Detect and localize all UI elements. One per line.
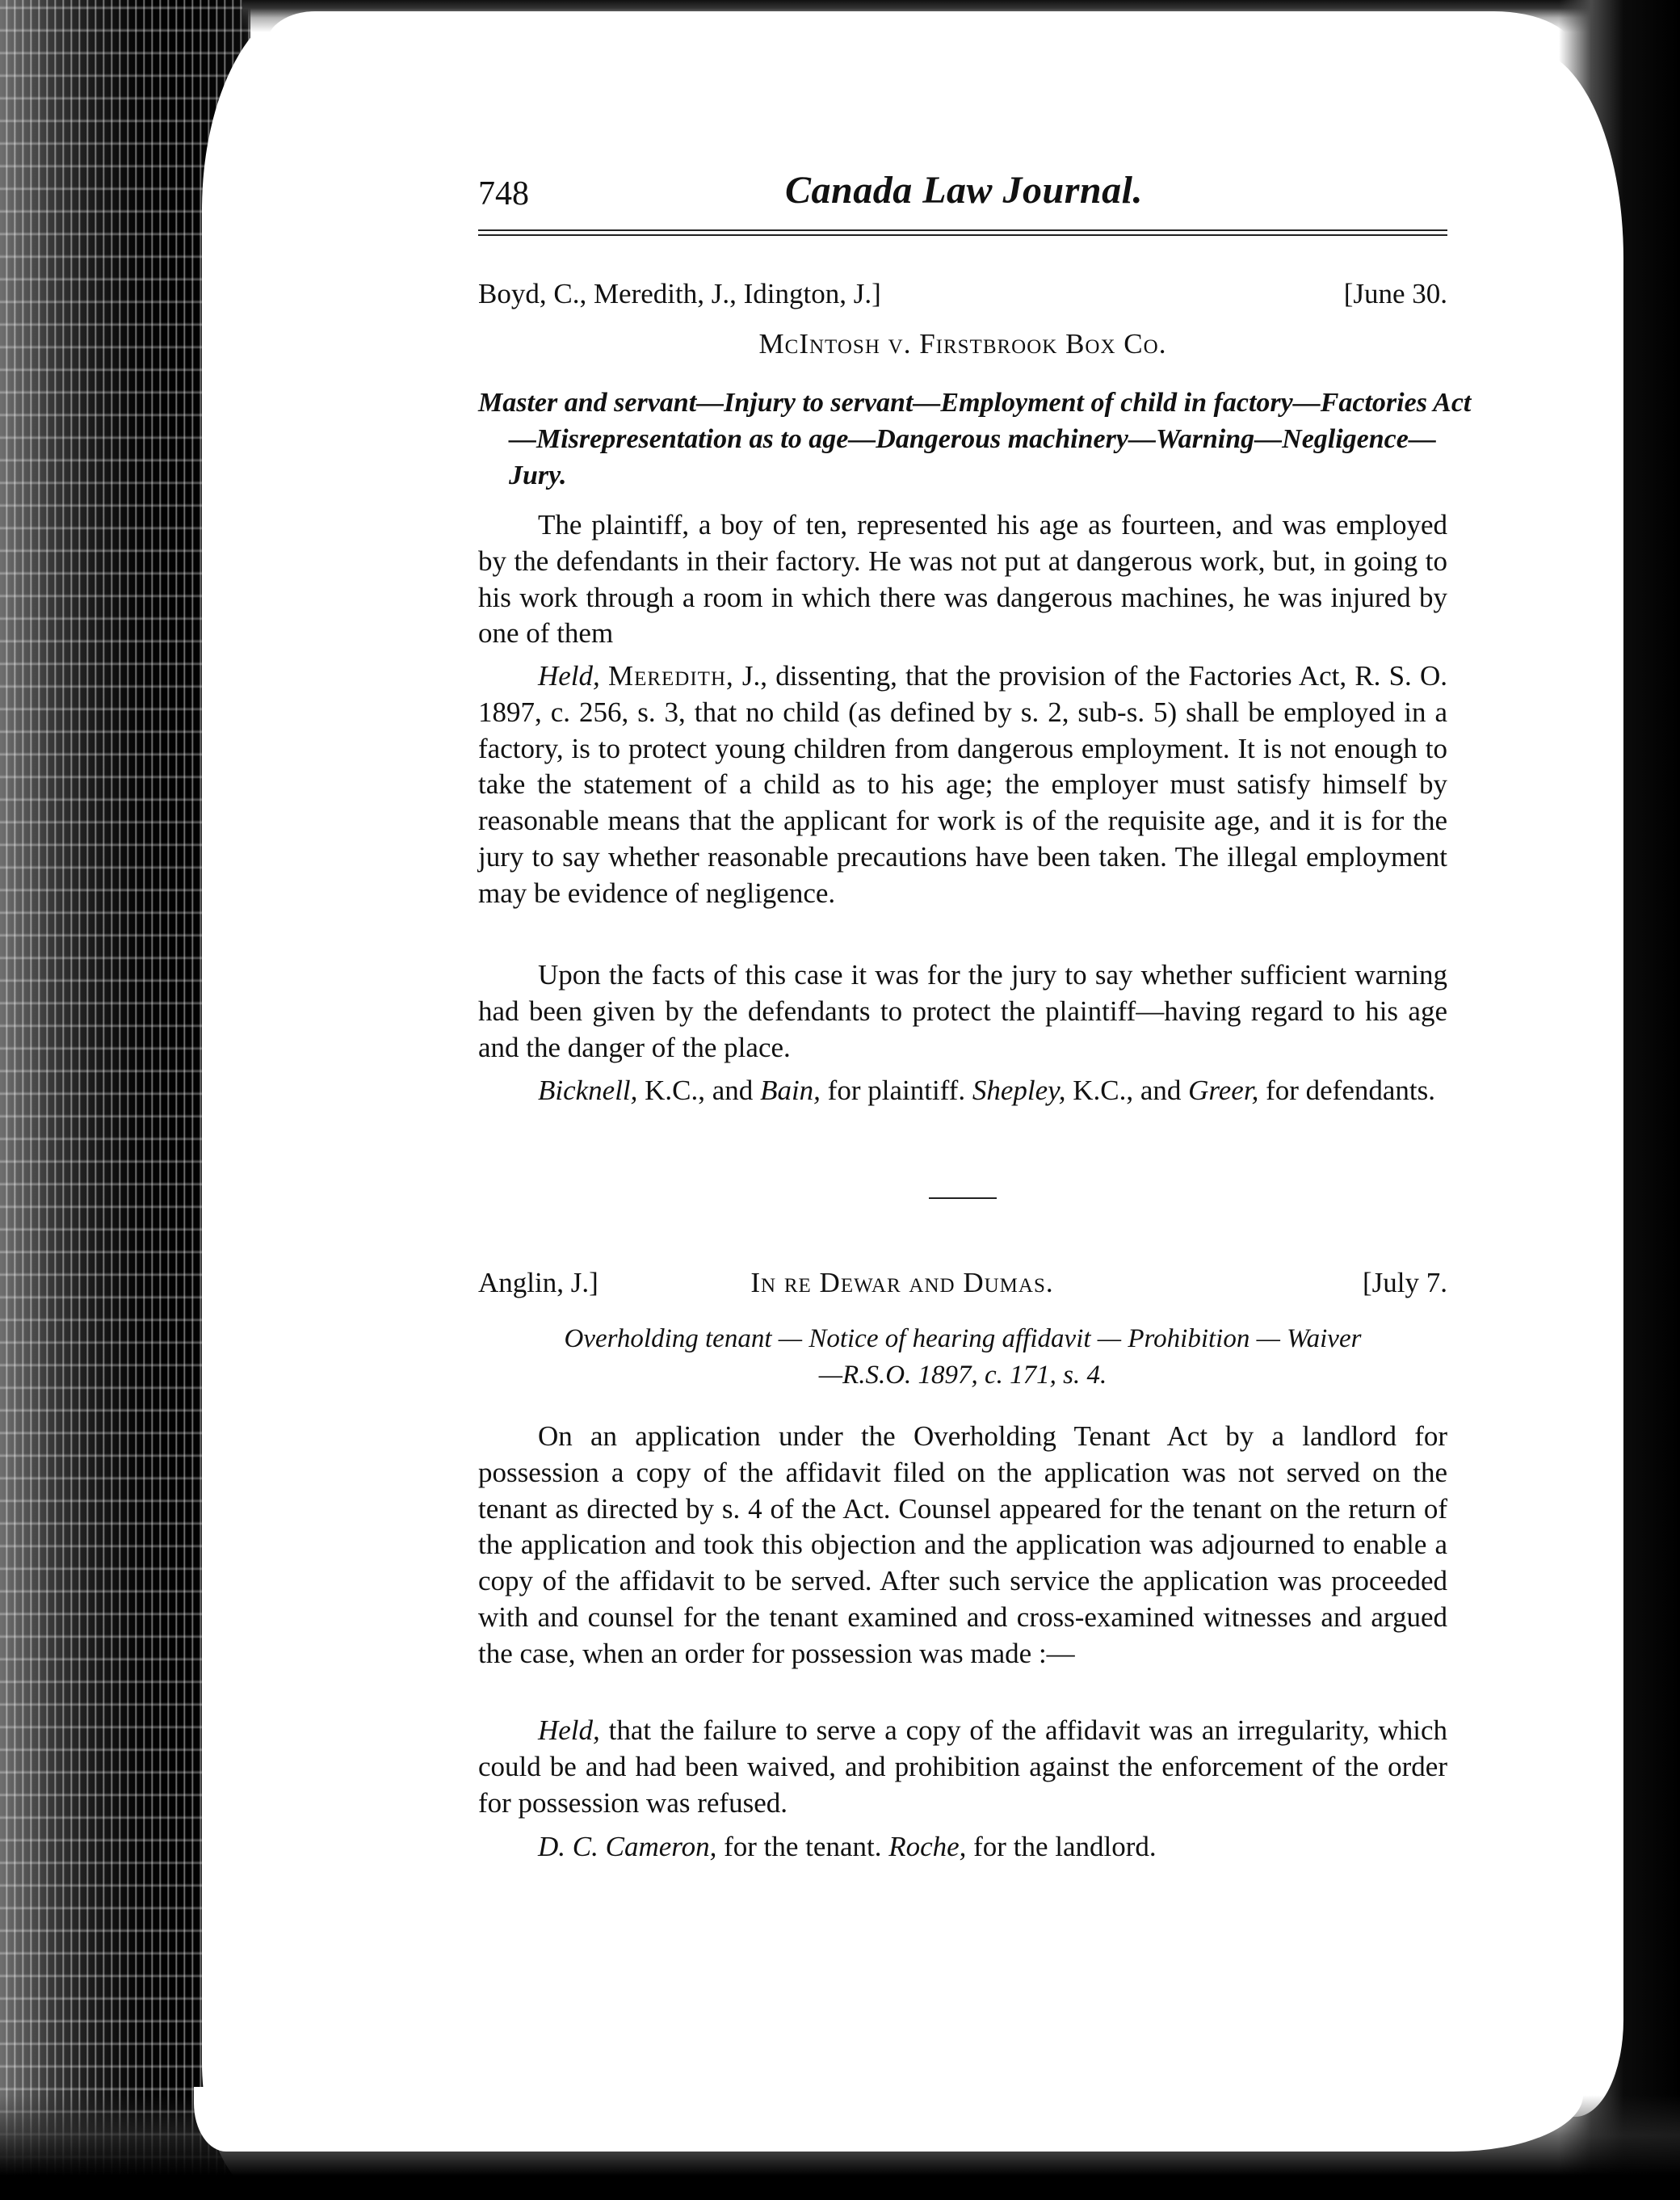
counsel-text: for defendants. bbox=[1258, 1075, 1435, 1106]
counsel-name: Greer, bbox=[1188, 1075, 1259, 1106]
header-rule-2 bbox=[478, 234, 1447, 236]
case2-catchwords-line2: —R.S.O. 1897, c. 171, s. 4. bbox=[818, 1361, 1107, 1390]
counsel-text: for plaintiff. bbox=[820, 1075, 972, 1106]
counsel-text: for the landlord. bbox=[966, 1831, 1157, 1862]
case2-title: In re Dewar and Dumas. bbox=[750, 1267, 1054, 1298]
case1-judges: Boyd, C., Meredith, J., Idington, J.] bbox=[478, 278, 881, 309]
page-left-curve bbox=[202, 0, 363, 2200]
counsel-name: Shepley, bbox=[972, 1075, 1066, 1106]
case1-paragraph-1: The plaintiff, a boy of ten, represented his age as fourteen, and was employed by the defendants in their factory. He was not put at dangerous work, but, in going to his work through a room in which there was dangerous machines, he was injured by one of them bbox=[478, 509, 1447, 650]
case1-date: [June 30. bbox=[1343, 278, 1447, 309]
case1-catchwords: Master and servant—Injury to servant—Employment of child in factory—Factories Act—Misrepresentation as to age—Dangerous machinery—Warning—Negligence—Jury. bbox=[478, 388, 1472, 490]
section-divider bbox=[929, 1197, 997, 1199]
case2-paragraph-2 bbox=[478, 1713, 1447, 1821]
case2-date: [July 7. bbox=[1363, 1267, 1447, 1298]
header-rule bbox=[478, 229, 1447, 231]
page-right-curve bbox=[1510, 48, 1623, 2117]
case1-title: McIntosh v. Firstbrook Box Co. bbox=[758, 328, 1167, 360]
held-label: Held, bbox=[538, 1714, 600, 1746]
case1-paragraph-2 bbox=[478, 658, 1447, 912]
counsel-name: Roche, bbox=[888, 1831, 967, 1862]
case2-paragraph-1: On an application under the Overholding Tenant Act by a landlord for possession a copy of the affidavit filed on the application was not served on the tenant as directed by s. 4 of the Act. Counsel appeared for the tenant on the return of the application and took this objection and the application was adjourned to enable a copy of the affidavit to be served. After such service the application was proceeded with and counsel for the tenant examined and cross-examined witnesses and argued the case, when an order for possession was made :— bbox=[478, 1420, 1447, 1669]
held-label: Held, bbox=[538, 660, 600, 692]
page-bottom-curve bbox=[194, 2087, 1583, 2152]
page-number: 748 bbox=[478, 175, 529, 212]
case2-judge: Anglin, J.] bbox=[478, 1267, 598, 1298]
case2-catchwords-line1: Overholding tenant — Notice of hearing affidavit — Prohibition — Waiver bbox=[564, 1324, 1362, 1353]
case1-paragraph-2-text: J., dissenting, that the provision of the Factories Act, R. S. O. 1897, c. 256, s. 3, that no child (as defined by s. 2, sub-s. 5) shall be employed in a factory, is to protect young children from dangerous employment. It is not enough to take the statement of a child as to his age; the employer must satisfy himself by reasonable means that the applicant for work is of the requisite age, and it is for the jury to say whether reasonable precautions have been taken. The illegal employment may be evidence of negligence. bbox=[478, 660, 1447, 909]
counsel-name: Bicknell, bbox=[538, 1075, 638, 1106]
case1-paragraph-3: Upon the facts of this case it was for the jury to say whether sufficient warning had been given by the defendants to protect the plaintiff—having regard to his age and the danger of the place. bbox=[478, 959, 1447, 1063]
case1-counsel bbox=[478, 1073, 1447, 1109]
counsel-name: D. C. Cameron, bbox=[538, 1831, 717, 1862]
counsel-text: for the tenant. bbox=[716, 1831, 889, 1862]
judge-name: Meredith, bbox=[607, 660, 734, 692]
case2-counsel bbox=[478, 1829, 1447, 1866]
counsel-text: K.C., and bbox=[1065, 1075, 1189, 1106]
case2-paragraph-2-text: that the failure to serve a copy of the affidavit was an irregularity, which could be and had been waived, and prohibition against the enforcement of the order for possession was refused. bbox=[478, 1714, 1447, 1819]
counsel-name: Bain, bbox=[760, 1075, 821, 1106]
journal-title: Canada Law Journal. bbox=[785, 169, 1143, 212]
counsel-text: K.C., and bbox=[637, 1075, 761, 1106]
page-top-curve bbox=[267, 11, 1575, 60]
